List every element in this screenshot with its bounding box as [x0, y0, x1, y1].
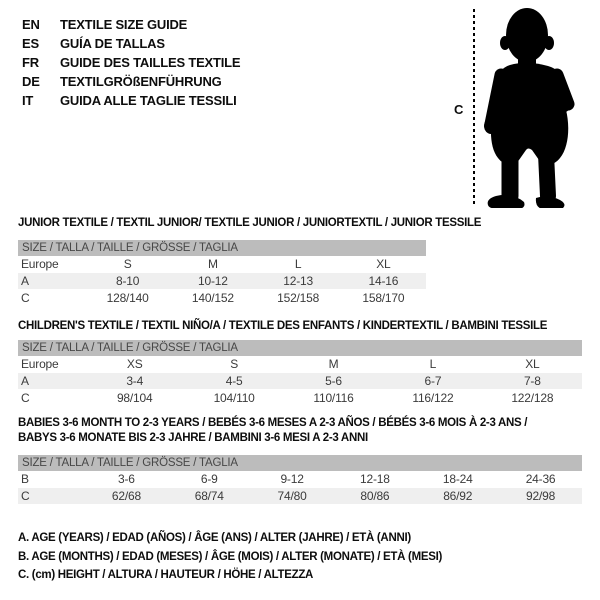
cell: M — [207, 257, 218, 271]
language-code: DE — [22, 74, 40, 89]
language-row-it — [22, 91, 240, 110]
cell: 116/122 — [412, 391, 454, 405]
cell: 14-16 — [368, 274, 399, 288]
children-table — [18, 340, 582, 407]
size-band: SIZE / TALLA / TAILLE / GRÖSSE / TAGLIA — [18, 455, 582, 471]
cell: 24-36 — [525, 472, 556, 486]
cell: 7-8 — [523, 374, 541, 388]
footnote-a: A. AGE (YEARS) / EDAD (AÑOS) / ÂGE (ANS) / ALTER (JAHRE) / ETÀ (ANNI) — [18, 532, 411, 544]
language-row-fr — [22, 53, 240, 72]
babies-title-line-1: BABIES 3-6 MONTH TO 2-3 YEARS / BEBÉS 3-6 MESES A 2-3 AÑOS / BÉBÉS 3-6 MOIS À 2-3 ANS / — [18, 417, 528, 429]
language-code: FR — [22, 55, 39, 70]
junior-table-title: JUNIOR TEXTILE / TEXTIL JUNIOR/ TEXTILE JUNIOR / JUNIORTEXTIL / JUNIOR TESSILE — [18, 217, 482, 229]
cell: 152/158 — [277, 291, 320, 305]
table-row-c — [18, 488, 582, 505]
language-label: TEXTILE SIZE GUIDE — [60, 17, 188, 32]
table-row-a — [18, 273, 426, 290]
junior-table — [18, 240, 426, 307]
language-row-es — [22, 34, 240, 53]
size-band: SIZE / TALLA / TAILLE / GRÖSSE / TAGLIA — [18, 240, 426, 256]
cell: 12-13 — [283, 274, 313, 288]
size-band: SIZE / TALLA / TAILLE / GRÖSSE / TAGLIA — [18, 340, 582, 356]
row-label: B — [21, 472, 29, 486]
cell: 4-5 — [225, 374, 243, 388]
language-label: GUIDE DES TAILLES TEXTILE — [60, 55, 241, 70]
cell: 104/110 — [213, 391, 255, 405]
language-row-en — [22, 15, 240, 34]
cell: 98/104 — [116, 391, 153, 405]
table-row-c — [18, 290, 426, 307]
children-table-title: CHILDREN'S TEXTILE / TEXTIL NIÑO/A / TEXTILE DES ENFANTS / KINDERTEXTIL / BAMBINI TESSILE — [18, 320, 548, 332]
cell: 122/128 — [511, 391, 554, 405]
language-header — [22, 15, 240, 110]
cell: 8-10 — [116, 274, 140, 288]
cell: 62/68 — [111, 489, 141, 503]
footnote-c: C. (cm) HEIGHT / ALTURA / HAUTEUR / HÖHE / ALTEZZA — [18, 569, 314, 581]
table-row-europe — [18, 356, 582, 373]
table-row-b — [18, 471, 582, 488]
babies-table — [18, 455, 582, 505]
cell: 128/140 — [106, 291, 149, 305]
table-row-europe — [18, 256, 426, 273]
cell: 9-12 — [280, 472, 304, 486]
cell: 10-12 — [198, 274, 228, 288]
cell: XS — [126, 357, 143, 371]
footnotes — [18, 529, 442, 585]
cell: 12-18 — [360, 472, 390, 486]
row-label: C — [21, 391, 30, 405]
language-code: EN — [22, 17, 40, 32]
cell: 158/170 — [362, 291, 405, 305]
cell: 6-9 — [200, 472, 218, 486]
cell: 6-7 — [424, 374, 442, 388]
baby-silhouette-icon — [480, 6, 580, 208]
footnote-b: B. AGE (MONTHS) / EDAD (MESES) / ÂGE (MOIS) / ALTER (MONATE) / ETÀ (MESI) — [18, 550, 443, 563]
cell: S — [230, 357, 239, 371]
cell: 3-4 — [126, 374, 144, 388]
height-measure-label: C — [454, 102, 464, 117]
table-row-c — [18, 390, 582, 407]
cell: XL — [525, 357, 540, 371]
language-label: TEXTILGRÖßENFÜHRUNG — [60, 74, 222, 89]
language-label: GUIDA ALLE TAGLIE TESSILI — [60, 93, 237, 108]
cell: 80/86 — [360, 489, 390, 503]
row-label: C — [21, 489, 30, 503]
row-label: A — [21, 374, 29, 388]
babies-title-line-2: BABYS 3-6 MONATE BIS 2-3 JAHRE / BAMBINI 3-6 MESI A 2-3 ANNI — [18, 432, 368, 444]
cell: 18-24 — [442, 472, 473, 486]
cell: L — [294, 257, 302, 271]
cell: 92/98 — [526, 489, 556, 503]
language-code: ES — [22, 36, 39, 51]
cell: 5-6 — [325, 374, 342, 388]
cell: 3-6 — [118, 472, 135, 486]
cell: M — [328, 357, 339, 371]
cell: XL — [376, 257, 391, 271]
height-figure — [448, 0, 600, 216]
row-label: Europe — [21, 357, 59, 371]
cell: 74/80 — [277, 489, 307, 503]
height-measure-dashed-line — [473, 9, 475, 207]
cell: 140/152 — [191, 291, 234, 305]
cell: 68/74 — [194, 489, 224, 503]
language-row-de — [22, 72, 240, 91]
babies-table-title — [18, 416, 527, 446]
table-row-a — [18, 373, 582, 390]
row-label: C — [21, 291, 30, 305]
language-label: GUÍA DE TALLAS — [60, 36, 165, 51]
cell: 86/92 — [443, 489, 473, 503]
cell: L — [429, 357, 437, 371]
language-code: IT — [22, 93, 34, 108]
cell: 110/116 — [313, 391, 354, 405]
row-label: Europe — [21, 257, 59, 271]
row-label: A — [21, 274, 29, 288]
cell: S — [123, 257, 132, 271]
